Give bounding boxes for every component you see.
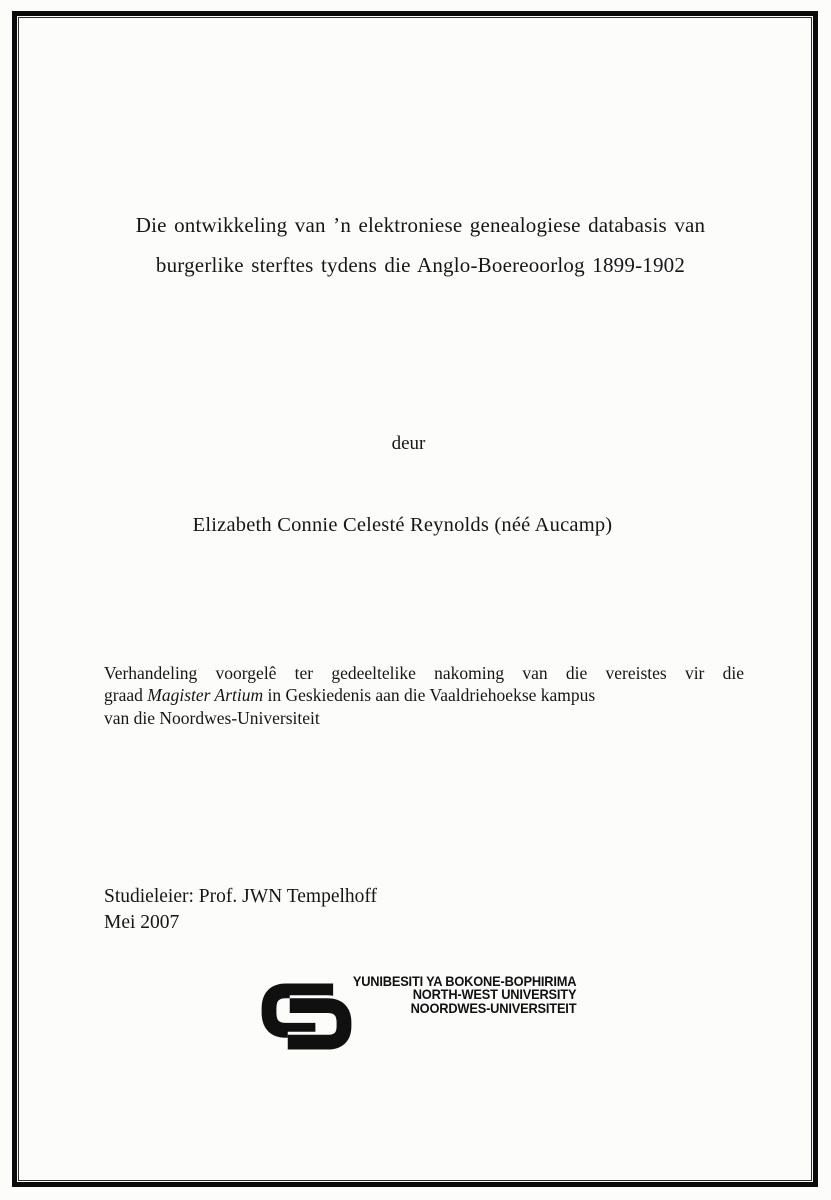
- submission-line2: [104, 684, 744, 706]
- thesis-title-line1: Die ontwikkeling van ’n elektroniese genealogiese databasis van: [135, 213, 706, 237]
- logo-wordmark: [352, 975, 576, 1015]
- nwu-chain-links-icon: [257, 980, 356, 1053]
- submission-line1: Verhandeling voorgelê ter gedeeltelike nakoming van die vereistes vir die: [104, 663, 744, 683]
- submission-line2-degree-italic: Magister Artium: [147, 685, 264, 706]
- logo-wordmark-line2: NORTH-WEST UNIVERSITY: [412, 987, 576, 1003]
- submission-line3: van die Noordwes-Universiteit: [104, 707, 320, 728]
- thesis-title-line2: burgerlike sterftes tydens die Anglo-Boereoorlog 1899-1902: [155, 253, 686, 277]
- supervisor-block: [104, 884, 377, 935]
- byline-deur: deur: [391, 433, 426, 454]
- supervisor-line: Studieleier: Prof. JWN Tempelhoff: [104, 886, 378, 907]
- logo-wordmark-line1: YUNIBESITI YA BOKONE-BOPHIRIMA: [352, 974, 576, 989]
- submission-line2-pre: graad: [104, 685, 148, 706]
- date-line: Mei 2007: [104, 911, 180, 933]
- thesis-title: [40, 205, 801, 285]
- logo-wordmark-line3: NOORDWES-UNIVERSITEIT: [410, 1000, 576, 1016]
- submission-statement: [104, 662, 744, 729]
- university-logo: [257, 974, 577, 1058]
- author-name: Elizabeth Connie Celesté Reynolds (néé Aucamp): [192, 514, 613, 536]
- submission-line2-post: in Geskiedenis aan die Vaaldriehoekse kampus: [263, 685, 596, 706]
